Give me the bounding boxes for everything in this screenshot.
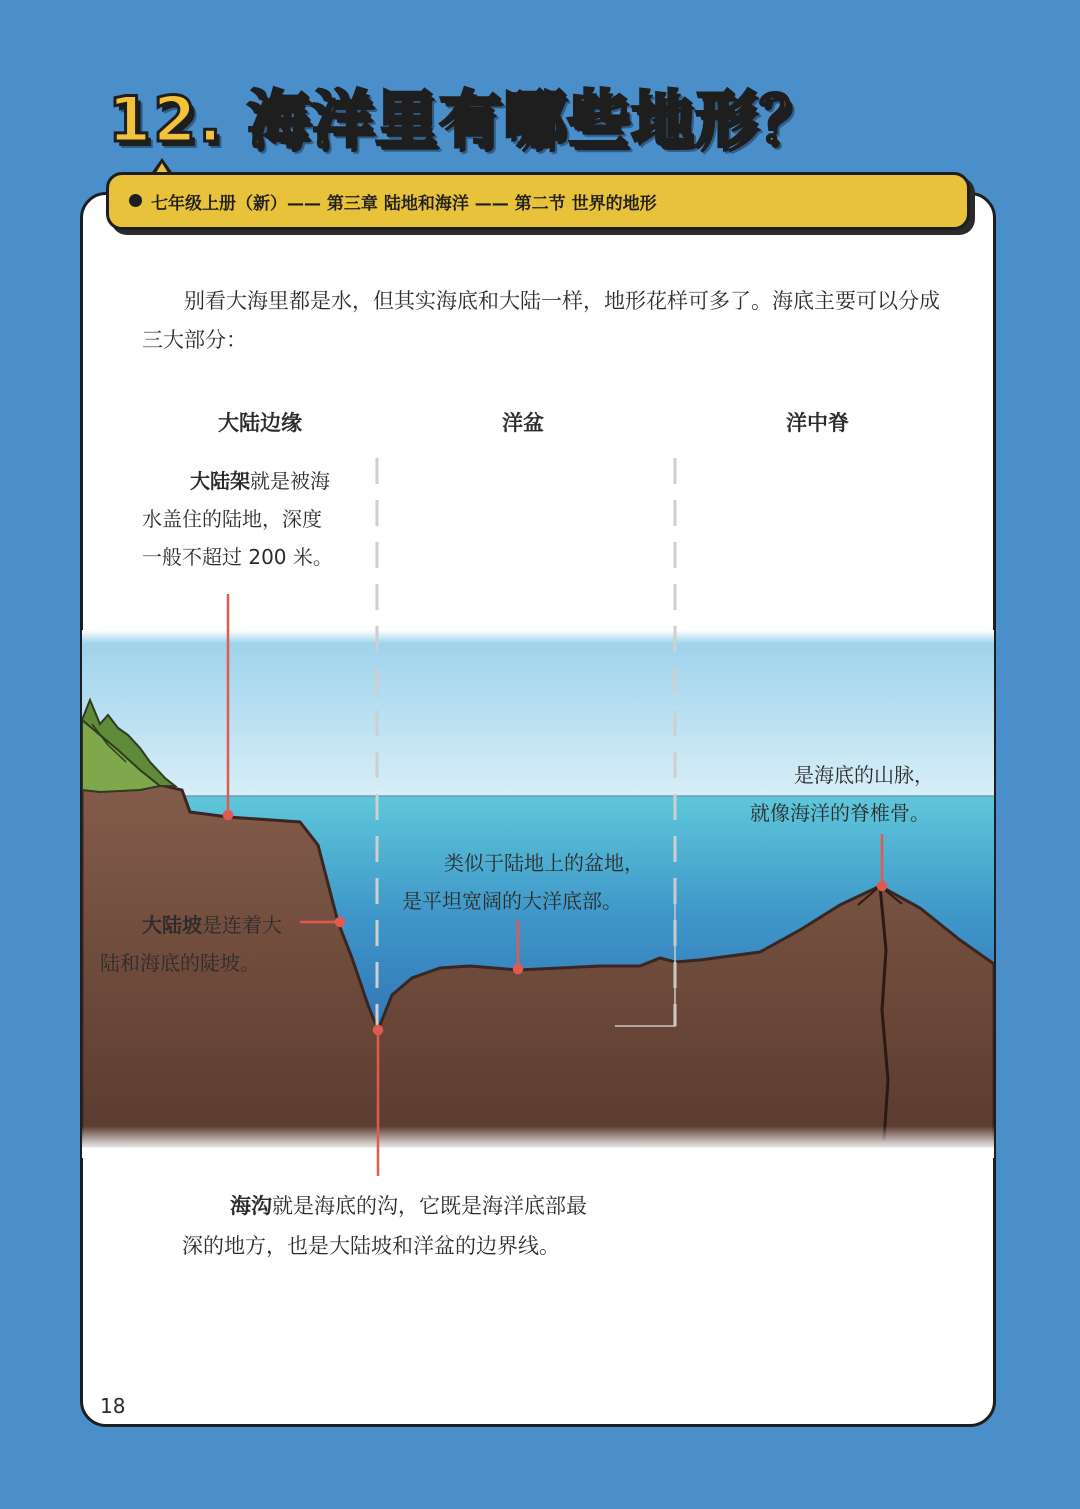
basin-line1: 类似于陆地上的盆地， (444, 851, 644, 875)
heading-mid-ocean-ridge: 洋中脊 (786, 411, 849, 435)
curriculum-text: 七年级上册（新）—— 第三章 陆地和海洋 —— 第二节 世界的地形 (151, 194, 657, 214)
trench-term: 海沟 (230, 1194, 272, 1218)
ridge-line1: 是海底的山脉， (794, 763, 934, 787)
slope-line2: 陆和海底的陡坡。 (100, 951, 260, 975)
slope-line1: 是连着大 (202, 913, 282, 937)
page-title: 12. 海洋里有哪些地形？ (108, 83, 824, 156)
shelf-line1: 就是被海 (250, 469, 330, 493)
heading-continental-margin: 大陆边缘 (218, 411, 302, 435)
basin-callout (402, 844, 644, 920)
shelf-line2: 水盖住的陆地，深度 (142, 507, 322, 531)
trench-line1: 就是海底的沟，它既是海洋底部最 (272, 1194, 587, 1218)
slope-term: 大陆坡 (142, 913, 202, 937)
trench-line2: 深的地方，也是大陆坡和洋盆的边界线。 (182, 1234, 560, 1258)
ridge-line2: 就像海洋的脊椎骨。 (750, 801, 930, 825)
trench-callout (182, 1186, 587, 1266)
page-number: 18 (100, 1394, 126, 1418)
shelf-callout (142, 462, 333, 576)
shelf-line3: 一般不超过 200 米。 (142, 545, 333, 569)
ridge-callout (750, 756, 934, 832)
intro-paragraph: 别看大海里都是水，但其实海底和大陆一样，地形花样可多了。海底主要可以分成三大部分： (142, 289, 940, 352)
heading-ocean-basin: 洋盆 (502, 411, 544, 435)
shelf-term: 大陆架 (190, 469, 250, 493)
slope-callout (100, 906, 282, 982)
basin-line2: 是平坦宽阔的大洋底部。 (402, 889, 622, 913)
